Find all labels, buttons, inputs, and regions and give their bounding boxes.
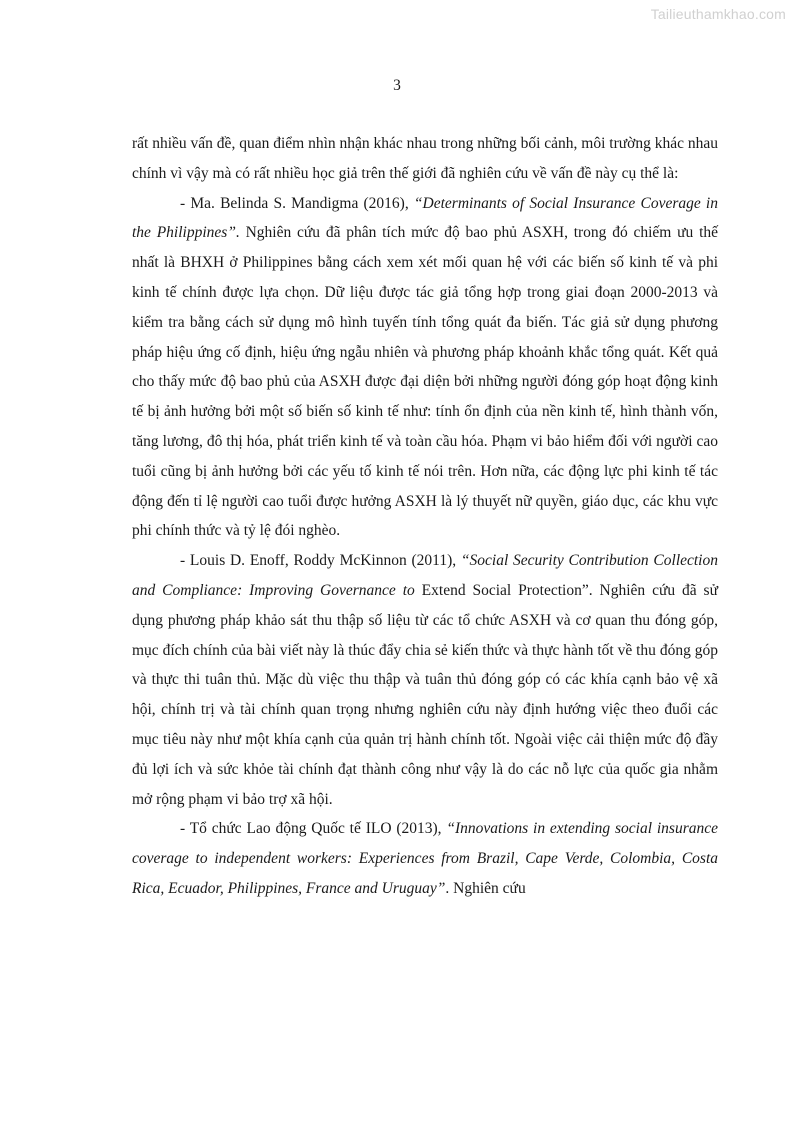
intro-paragraph: rất nhiều vấn đề, quan điểm nhìn nhận khác nhau trong những bối cảnh, môi trường khác nhau chính vì vậy mà có rất nhiều học giả trên thế giới đã nghiên cứu về vấn đề này cụ thể là: [132, 135, 718, 182]
reference-title: “Innovations in extending social insurance coverage to independent workers: Experiences from Brazil, Cape Verde, Colombia, Costa Rica, Ecuador, Philippines, France and Uruguay” [132, 820, 718, 897]
reference-paragraph-mandigma [132, 189, 718, 547]
reference-author: - Louis D. Enoff, Roddy McKinnon (2011), [180, 552, 461, 570]
reference-title: “Social Security Contribution Collection and Compliance: Improving Governance to [132, 552, 718, 599]
watermark: Tailieuthamkhao.com [650, 6, 786, 22]
reference-paragraph-ilo [132, 814, 718, 903]
reference-summary: Extend Social Protection”. Nghiên cứu đã sử dụng phương pháp khảo sát thu thập số liệu từ các tổ chức ASXH và cơ quan thu đóng góp, mục đích chính của bài viết này là thúc đẩy chia sẻ kiến thức và thực hành tốt về thu đóng góp và thực thi tuân thủ. Mặc dù việc thu thập và tuân thủ đóng góp có các khía cạnh bảo vệ xã hội, chính trị và tài chính quan trọng nhưng nghiên cứu này định hướng việc theo đuổi các mục tiêu này như một khía cạnh của quản trị hành chính tốt. Ngoài việc cải thiện mức độ đầy đủ lợi ích và sức khỏe tài chính đạt thành công như vậy là do các nỗ lực của quốc gia nhằm mở rộng phạm vi bảo trợ xã hội. [132, 581, 718, 808]
document-body [132, 129, 718, 904]
reference-author: - Ma. Belinda S. Mandigma (2016), [180, 194, 414, 212]
page-number: 3 [393, 77, 401, 94]
reference-summary: . Nghiên cứu [445, 879, 526, 897]
reference-paragraph-enoff [132, 546, 718, 814]
reference-summary: Nghiên cứu đã phân tích mức độ bao phủ ASXH, trong đó chiếm ưu thế nhất là BHXH ở Philippines bằng cách xem xét mối quan hệ với các biến số kinh tế và phi kinh tế chính được lựa chọn. Dữ liệu được tác giả tổng hợp trong giai đoạn 2000-2013 và kiểm tra bằng cách sử dụng mô hình tuyến tính tổng quát đa biến. Tác giả sử dụng phương pháp hiệu ứng cố định, hiệu ứng ngẫu nhiên và phương pháp khoảnh khắc tổng quát. Kết quả cho thấy mức độ bao phủ của ASXH được đại diện bởi những người đóng góp hoạt động kinh tế bị ảnh hưởng bởi một số biến số kinh tế như: tính ổn định của nền kinh tế, hình thành vốn, tăng lương, đô thị hóa, phát triển kinh tế và toàn cầu hóa. Phạm vi bảo hiểm đối với người cao tuổi cũng bị ảnh hưởng bởi các yếu tố kinh tế nói trên. Hơn nữa, các động lực phi kinh tế tác động đến tỉ lệ người cao tuổi được hưởng ASXH là lý thuyết nữ quyền, giáo dục, các khu vực phi chính thức và tỷ lệ đói nghèo. [132, 224, 718, 540]
reference-title: “Determinants of Social Insurance Coverage in the Philippines”. [132, 194, 718, 242]
reference-author: - Tổ chức Lao động Quốc tế ILO (2013), [180, 820, 447, 838]
